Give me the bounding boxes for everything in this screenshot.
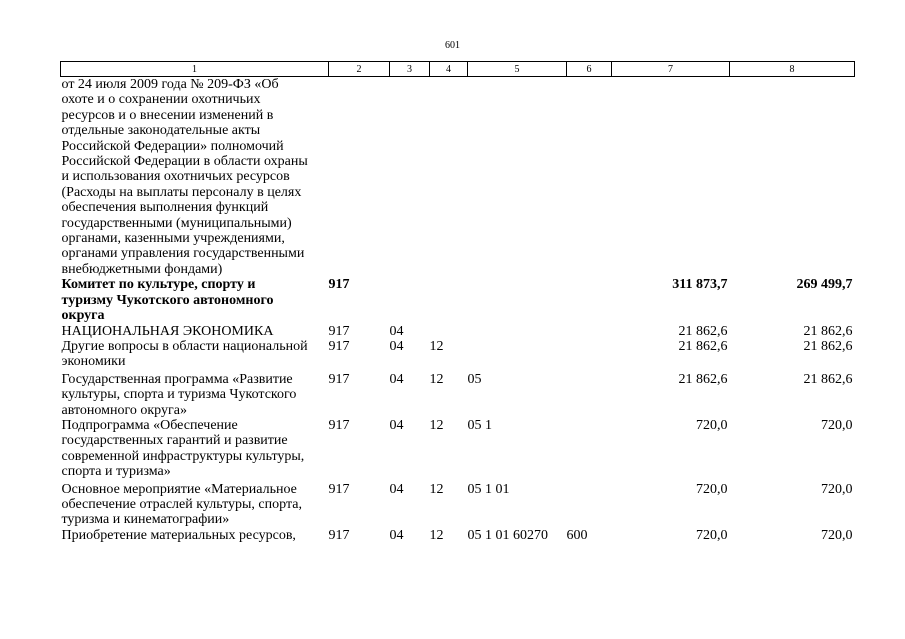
- page-number: 601: [445, 40, 460, 51]
- row-expense-type: [567, 480, 612, 528]
- row-amount-1: 720,0: [696, 481, 728, 497]
- row-section-code: 04: [389, 481, 404, 497]
- table-row: [61, 339, 855, 370]
- row-ministry-code: 917: [328, 481, 350, 497]
- row-ministry-code: 917: [328, 338, 350, 354]
- row-section-code: 04: [389, 338, 404, 354]
- row-expense-type: [567, 418, 612, 480]
- budget-table: [60, 61, 855, 543]
- row-amount-2: 720,0: [821, 481, 853, 497]
- row-subsection-code: [430, 277, 468, 323]
- row-target-code: [468, 324, 567, 339]
- row-target-code: 05: [467, 371, 482, 387]
- row-section-code: 04: [389, 417, 404, 433]
- column-header-2: 2: [329, 62, 390, 77]
- row-section-code: 04: [389, 527, 404, 543]
- row-subsection-code: 12: [429, 527, 444, 543]
- row-amount-2: 720,0: [821, 527, 853, 543]
- row-amount-1: 21 862,6: [678, 323, 728, 339]
- column-header-8: 8: [730, 62, 855, 77]
- row-target-code: [468, 277, 567, 323]
- row-amount-1: 311 873,7: [672, 277, 728, 293]
- row-name: Основное мероприятие «Материальное обеспечение отраслей культуры, спорта, туризма и кинематографии»: [61, 481, 302, 528]
- row-section-code: 04: [389, 371, 404, 387]
- row-name: НАЦИОНАЛЬНАЯ ЭКОНОМИКА: [61, 323, 274, 339]
- table-row: [61, 77, 855, 278]
- table-row: [61, 277, 855, 323]
- row-subsection-code: 12: [429, 371, 444, 387]
- row-amount-2: [730, 77, 855, 278]
- row-name: Подпрограмма «Обеспечение государственных гарантий и развитие современной инфраструктуры культуры, спорта и туризма»: [61, 417, 305, 480]
- row-name: Другие вопросы в области национальной экономики: [61, 338, 308, 370]
- row-section-code: 04: [389, 323, 404, 339]
- row-section-code: [390, 77, 430, 278]
- row-ministry-code: 917: [328, 323, 350, 339]
- row-name: Комитет по культуре, спорту и туризму Чукотского автономного округа: [61, 277, 274, 324]
- row-section-code: [390, 277, 430, 323]
- row-target-code: 05 1 01 60270: [467, 527, 548, 543]
- row-subsection-code: 12: [429, 417, 444, 433]
- row-target-code: 05 1 01: [467, 481, 510, 497]
- row-amount-2: 21 862,6: [803, 338, 853, 354]
- row-name: Государственная программа «Развитие культуры, спорта и туризма Чукотского автономного округа»: [61, 371, 297, 418]
- row-expense-type: 600: [566, 527, 588, 543]
- row-ministry-code: [329, 77, 390, 278]
- column-header-7: 7: [612, 62, 730, 77]
- row-ministry-code: 917: [328, 527, 350, 543]
- row-target-code: [468, 339, 567, 370]
- row-name: Приобретение материальных ресурсов,: [61, 527, 296, 543]
- header-row: [61, 62, 855, 77]
- row-ministry-code: 917: [328, 417, 350, 433]
- column-header-3: 3: [390, 62, 430, 77]
- row-expense-type: [567, 370, 612, 418]
- row-amount-1: 21 862,6: [678, 338, 728, 354]
- row-expense-type: [567, 339, 612, 370]
- row-expense-type: [567, 277, 612, 323]
- table-row: [61, 528, 855, 543]
- table-row: [61, 418, 855, 480]
- row-subsection-code: [430, 77, 468, 278]
- row-amount-2: 720,0: [821, 417, 853, 433]
- row-expense-type: [567, 324, 612, 339]
- row-amount-2: 269 499,7: [796, 277, 853, 293]
- column-header-5: 5: [468, 62, 567, 77]
- table-row: [61, 480, 855, 528]
- row-subsection-code: 12: [429, 338, 444, 354]
- row-name: от 24 июля 2009 года № 209-ФЗ «Об охоте и о сохранении охотничьих ресурсов и о внесении изменений в отдельные законодательные акты Российской Федерации» полномочий Российской Федерации в области охраны и использования охотничьих ресурсов (Расходы на выплаты персоналу в целях обеспечения выполнения функций государственными (муниципальными) органами, казенными учреждениями, органами управления государственными внебюджетными фондами): [61, 77, 308, 277]
- row-amount-2: 21 862,6: [803, 371, 853, 387]
- column-header-1: 1: [61, 62, 329, 77]
- row-amount-1: 21 862,6: [678, 371, 728, 387]
- row-subsection-code: 12: [429, 481, 444, 497]
- table-row: [61, 370, 855, 418]
- row-expense-type: [567, 77, 612, 278]
- row-amount-1: 720,0: [696, 417, 728, 433]
- column-header-6: 6: [567, 62, 612, 77]
- row-target-code: 05 1: [467, 417, 492, 433]
- row-ministry-code: 917: [328, 277, 350, 293]
- table-row: [61, 324, 855, 339]
- row-amount-1: 720,0: [696, 527, 728, 543]
- row-subsection-code: [430, 324, 468, 339]
- column-header-4: 4: [430, 62, 468, 77]
- row-target-code: [468, 77, 567, 278]
- row-amount-2: 21 862,6: [803, 323, 853, 339]
- row-ministry-code: 917: [328, 371, 350, 387]
- row-amount-1: [612, 77, 730, 278]
